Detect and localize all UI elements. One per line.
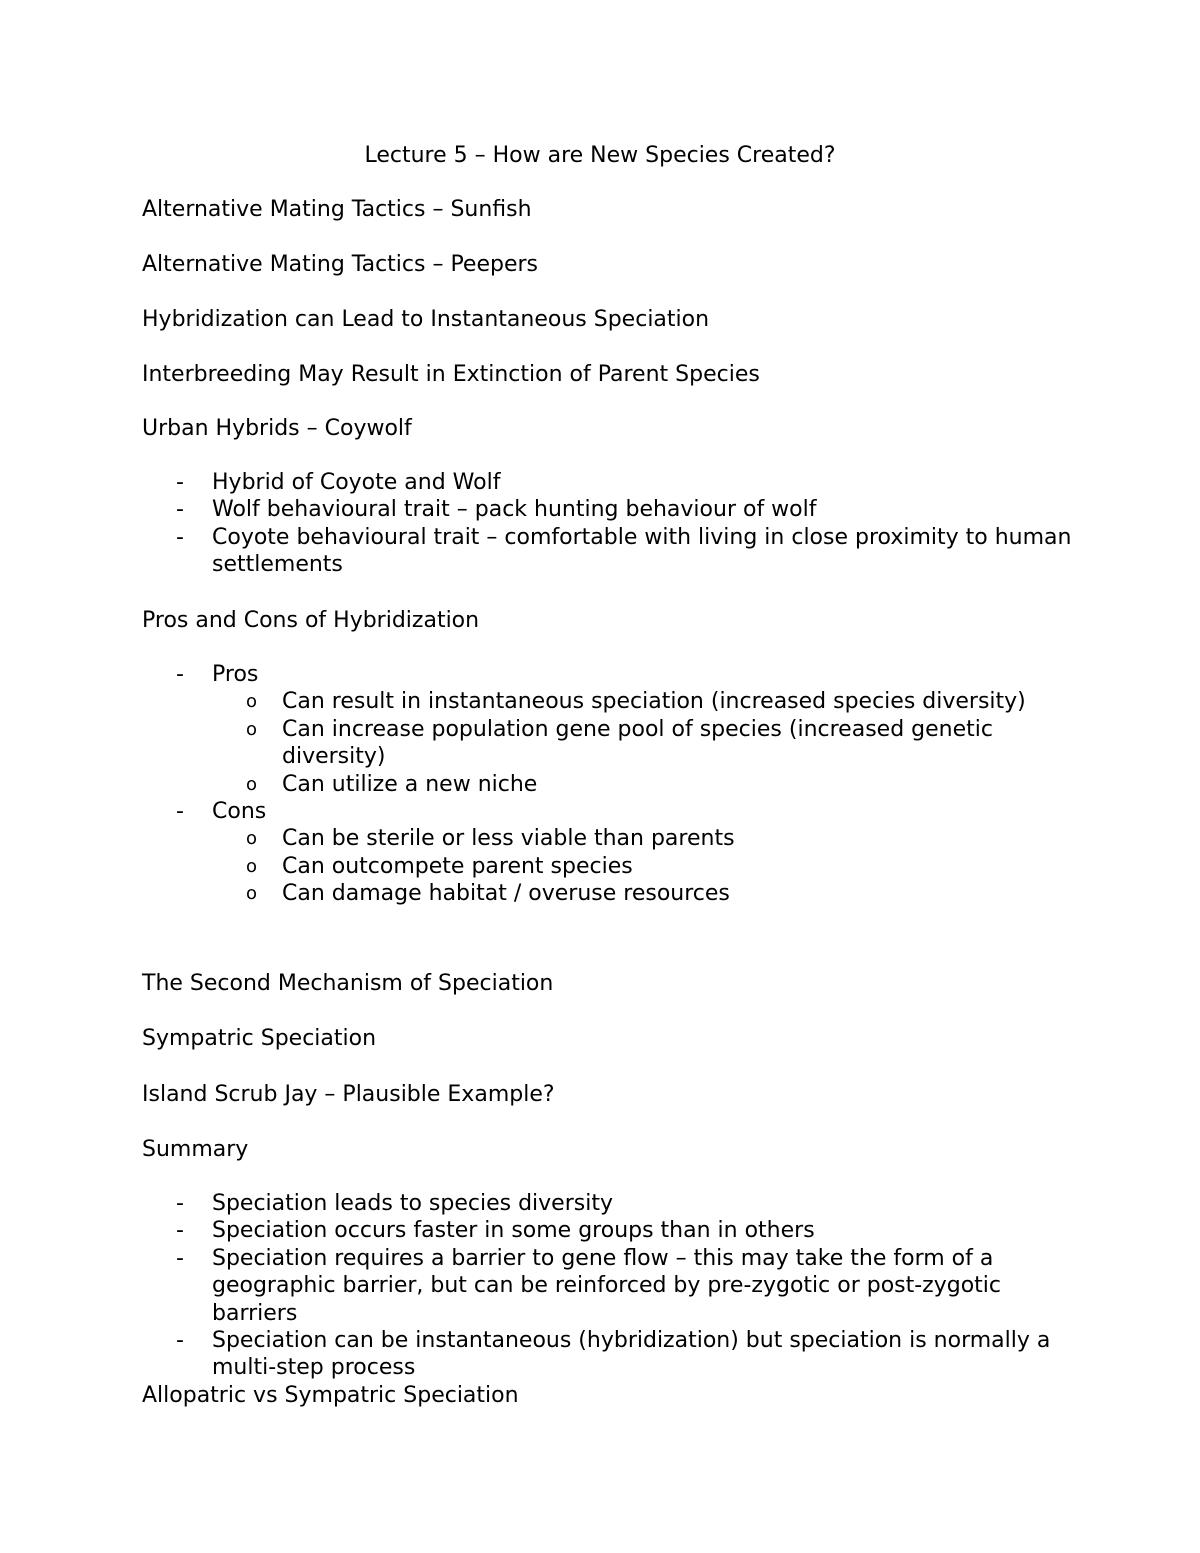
sublist-item-text: Can increase population gene pool of species (increased genetic diversity) [282, 716, 993, 770]
pros-cons-list [142, 661, 1072, 908]
circle-marker: o [246, 718, 258, 740]
cons-sublist [212, 825, 1072, 907]
dash-marker: - [176, 524, 184, 550]
list-item-text: Speciation requires a barrier to gene flow – this may take the form of a geographic barrier, but can be reinforced by pre-zygotic or post-zygotic barriers [212, 1245, 1002, 1326]
dash-marker: - [176, 662, 184, 687]
dash-marker: - [176, 1191, 184, 1216]
sublist-item [212, 825, 1072, 852]
cons-label: Cons [212, 799, 267, 825]
sublist-item-text: Can be sterile or less viable than parents [282, 826, 735, 852]
dash-marker: - [176, 1245, 184, 1271]
heading-second-mechanism: The Second Mechanism of Speciation [142, 971, 554, 996]
heading-allopatric-vs-sympatric: Allopatric vs Sympatric Speciation [142, 1383, 519, 1408]
list-item-text: Coyote behavioural trait – comfortable with living in close proximity to human settlements [212, 524, 1072, 578]
heading-urban-hybrids: Urban Hybrids – Coywolf [142, 416, 412, 441]
dash-marker: - [176, 1218, 184, 1244]
sublist-item [212, 771, 1072, 798]
sublist-item-text: Can utilize a new niche [282, 771, 538, 797]
circle-marker: o [246, 883, 258, 905]
heading-interbreeding-extinction: Interbreeding May Result in Extinction of Parent Species [142, 362, 760, 387]
circle-marker: o [246, 828, 258, 850]
list-item [142, 1217, 1072, 1244]
circle-marker: o [246, 855, 258, 877]
list-item-text: Wolf behavioural trait – pack hunting behaviour of wolf [212, 497, 817, 523]
dash-marker: - [176, 470, 184, 495]
heading-pros-cons: Pros and Cons of Hybridization [142, 608, 480, 633]
pros-sublist [212, 688, 1072, 798]
sublist-item [212, 853, 1072, 880]
heading-island-scrub-jay: Island Scrub Jay – Plausible Example? [142, 1082, 555, 1107]
sublist-item-text: Can outcompete parent species [282, 853, 633, 879]
dash-marker: - [176, 497, 184, 523]
coywolf-list [142, 469, 1072, 579]
list-item [142, 524, 1072, 579]
pros-label: Pros [212, 662, 259, 687]
circle-marker: o [246, 691, 258, 713]
sublist-item [212, 716, 1072, 771]
list-item [142, 1327, 1072, 1382]
list-item-text: Hybrid of Coyote and Wolf [212, 470, 501, 495]
sublist-item [212, 688, 1072, 715]
list-item-pros [142, 661, 1072, 798]
heading-hybridization-speciation: Hybridization can Lead to Instantaneous Speciation [142, 307, 710, 332]
circle-marker: o [246, 773, 258, 795]
list-item-text: Speciation leads to species diversity [212, 1191, 613, 1216]
heading-peepers: Alternative Mating Tactics – Peepers [142, 252, 539, 277]
summary-list [142, 1190, 1072, 1382]
list-item-text: Speciation occurs faster in some groups than in others [212, 1218, 815, 1244]
list-item [142, 496, 1072, 523]
list-item-cons [142, 798, 1072, 908]
heading-summary: Summary [142, 1137, 249, 1162]
list-item [142, 1190, 1072, 1217]
list-item-text: Speciation can be instantaneous (hybridization) but speciation is normally a multi-step process [212, 1328, 1051, 1381]
list-item [142, 469, 1072, 496]
heading-sympatric-speciation: Sympatric Speciation [142, 1026, 377, 1051]
dash-marker: - [176, 1328, 184, 1354]
sublist-item-text: Can result in instantaneous speciation (increased species diversity) [282, 689, 1026, 715]
list-item [142, 1245, 1072, 1327]
sublist-item-text: Can damage habitat / overuse resources [282, 881, 730, 907]
sublist-item [212, 880, 1072, 907]
heading-sunfish: Alternative Mating Tactics – Sunfish [142, 197, 532, 222]
page-title: Lecture 5 – How are New Species Created? [364, 143, 836, 168]
dash-marker: - [176, 799, 184, 825]
